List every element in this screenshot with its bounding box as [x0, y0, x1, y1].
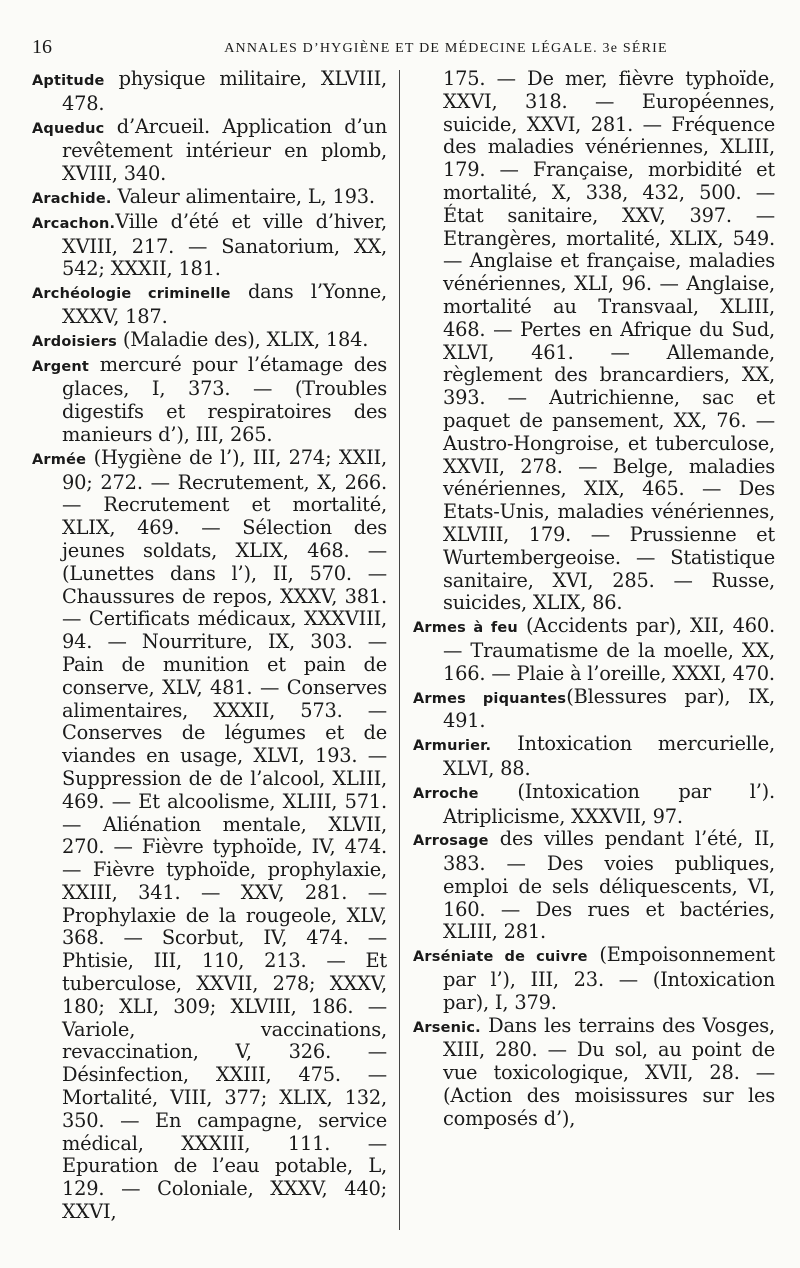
entry-headword: Aqueduc — [32, 120, 105, 137]
index-entry — [32, 186, 387, 211]
index-entry — [413, 781, 775, 829]
entry-headword: Arsenic. — [413, 1019, 481, 1036]
entry-text: (Hygiène de l’), III, 274; XXII, 90; 272. — Recrutement, X, 266. — Recrutement et mortalité, XLIX, 469. — Sélection des jeunes soldats, XLIX, 468. — (Lunettes dans l’), II, 570. — Chaussures de repos, XXXV, 381. — Certificats médicaux, XXXVIII, 94. — Nourriture, IX, 303. — Pain de munition et pain de conserve, XLV, 481. — Conserves alimentaires, XXXII, 573. — Conserves de légumes et de viandes en usage, XLVI, 193. — Suppression de de l’alcool, XLIII, 469. — Et alcoolisme, XLIII, 571. — Aliénation mentale, XLVII, 270. — Fièvre typhoïde, IV, 474. — Fièvre typhoïde, prophylaxie, XXIII, 341. — XXV, 281. — Prophylaxie de la rougeole, XLV, 368. — Scorbut, IV, 474. — Phtisie, III, 110, 213. — Et tuberculose, XXVII, 278; XXXV, 180; XLI, 309; XLVIII, 186. — Variole, vaccinations, revaccination, V, 326. — Désinfection, XXIII, 475. — Mortalité, VIII, 377; XLIX, 132, 350. — En campagne, service médical, XXXIII, 111. — Epuration de l’eau potable, L, 129. — Coloniale, XXXV, 440; XXVI, — [62, 445, 387, 1224]
entry-headword: Armes piquantes — [413, 690, 567, 707]
entry-text: (Intoxication par l’). Atriplicisme, XXXVII, 97. — [443, 779, 775, 828]
entry-text: Dans les terrains des Vosges, XIII, 280. — Du sol, au point de vue toxicologique, XVII, 28. — (Action des moisissures sur les composés d’), — [443, 1013, 775, 1130]
index-entry-continued — [413, 68, 775, 615]
entry-headword: Armée — [32, 451, 87, 468]
entry-text: (Accidents par), XII, 460. — Traumatisme de la moelle, XX, 166. — Plaie à l’oreille, XXXI, 470. — [443, 614, 775, 685]
entry-text: physique militaire, XLVIII, 478. — [62, 67, 387, 115]
page-number: 16 — [32, 36, 52, 58]
entry-text: des villes pendant l’été, II, 383. — Des voies publiques, emploi de sels déliquescents, VI, 160. — Des rues et bactéries, XLIII, 281. — [443, 827, 775, 944]
index-entry — [32, 354, 387, 447]
entry-text: dans l’Yonne, XXXV, 187. — [62, 280, 387, 328]
entry-text: d’Arcueil. Application d’un revêtement intérieur en plomb, XVIII, 340. — [62, 114, 387, 186]
index-entry — [413, 1015, 775, 1131]
index-entry — [413, 944, 775, 1014]
entry-headword: Aptitude — [32, 73, 105, 89]
entry-headword: Armurier. — [413, 738, 492, 755]
entry-text: Valeur alimentaire, L, 193. — [111, 184, 375, 208]
running-title: ANNALES D’HYGIÈNE ET DE MÉDECINE LÉGALE. 3e SÉRIE — [224, 41, 668, 56]
entry-headword: Argent — [32, 358, 90, 375]
entry-headword: Archéologie criminelle — [32, 286, 231, 303]
entry-text: mercuré pour l’étamage des glaces, I, 373. — (Troubles digestifs et respiratoires des manieurs d’), III, 265. — [62, 352, 387, 446]
index-entry — [32, 281, 387, 329]
entry-headword: Armes à feu — [413, 620, 518, 637]
index-entry — [32, 329, 387, 354]
entry-text: (Blessures par), IX, 491. — [443, 684, 775, 733]
column-divider — [399, 70, 400, 1230]
entry-headword: Arcachon. — [32, 215, 116, 232]
entry-headword: Ardoisiers — [32, 333, 117, 350]
entry-text: (Empoisonnement par l’), III, 23. — (Intoxication par), I, 379. — [443, 943, 775, 1014]
index-entry — [413, 733, 775, 781]
entry-headword: Arachide. — [32, 190, 112, 207]
entry-text: 175. — De mer, fièvre typhoïde, XXVI, 318. — Européennes, suicide, XXVI, 281. — Fréquence des maladies vénériennes, XLIII, 179. — Française, morbidité et mortalité, X, 338, 432, 500. — État sanitaire, XXV, 397. — Etrangères, mortalité, XLIX, 549. — Anglaise et française, maladies vénériennes, XLI, 96. — Anglaise, mortalité au Transvaal, XLIII, 468. — Pertes en Afrique du Sud, XLVI, 461. — Allemande, règlement des brancardiers, XX, 393. — Autrichienne, sac et paquet de pansement, XX, 76. — Austro-Hongroise, et tuberculose, XXVII, 278. — Belge, maladies vénériennes, XIX, 465. — Des Etats-Unis, maladies vénériennes, XLVIII, 179. — Prussienne et Wurtembergeoise. — Statistique sanitaire, XVI, 285. — Russe, suicides, XLIX, 86. — [443, 67, 775, 615]
index-entry — [413, 828, 775, 944]
index-entry — [413, 686, 775, 734]
index-entry — [32, 68, 387, 116]
entry-text: Intoxication mercurielle, XLVI, 88. — [443, 732, 775, 780]
entry-headword: Arroche — [413, 785, 479, 802]
entry-headword: Arséniate de cuivre — [413, 949, 588, 966]
right-column — [413, 68, 775, 1131]
index-entry — [32, 447, 387, 1224]
left-column — [32, 68, 387, 1224]
entry-text: Ville d’été et ville d’hiver, XVIII, 217. — Sanatorium, XX, 542; XXXII, 181. — [62, 209, 387, 281]
entry-headword: Arrosage — [413, 833, 489, 850]
entry-text: (Maladie des), XLIX, 184. — [116, 327, 369, 351]
index-entry — [32, 116, 387, 186]
index-entry — [32, 211, 387, 281]
index-entry — [413, 615, 775, 685]
page-header — [32, 36, 770, 60]
